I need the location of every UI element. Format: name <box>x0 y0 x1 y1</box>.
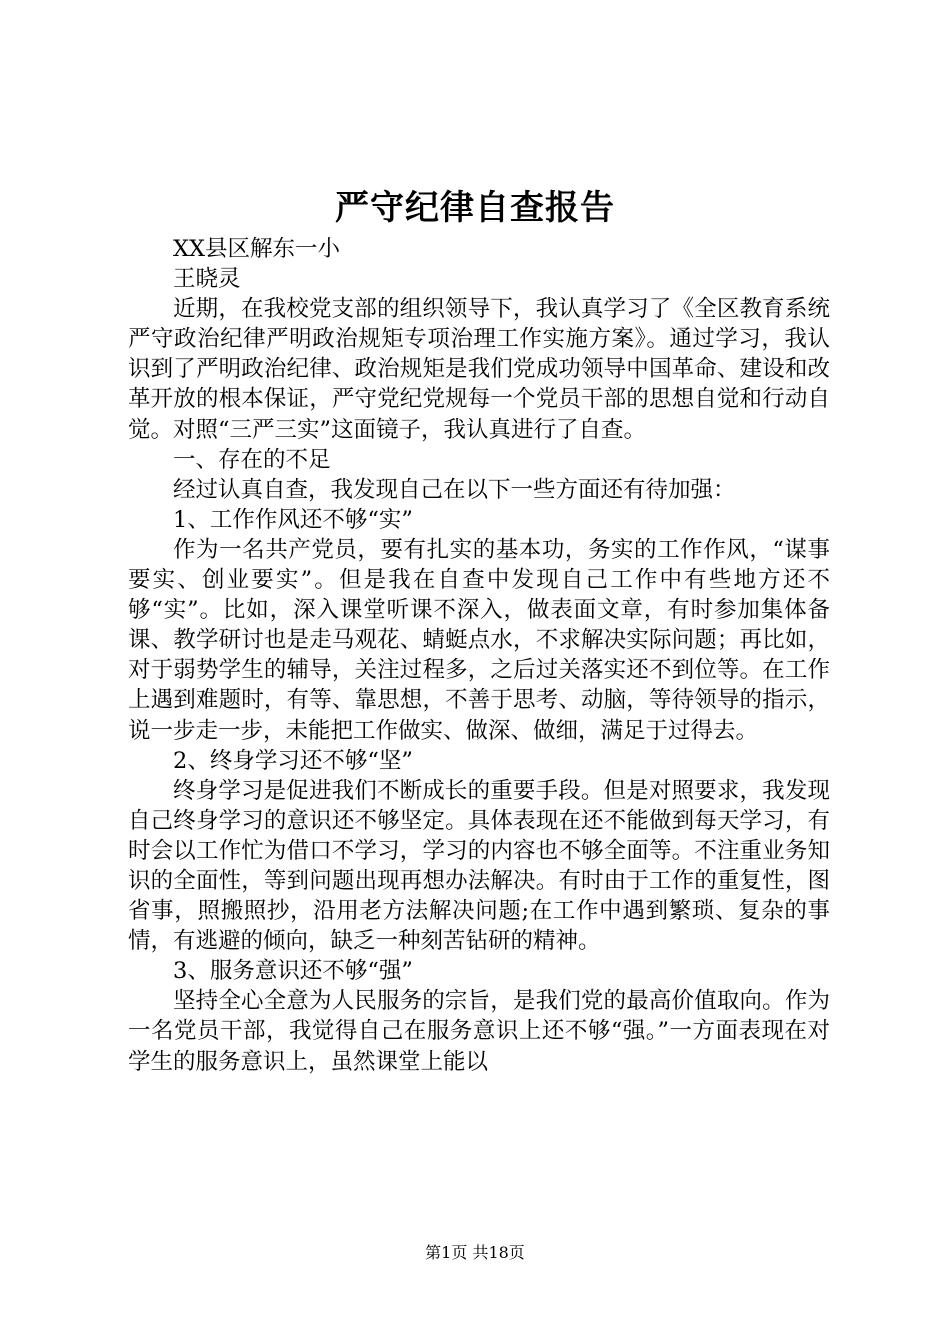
intro-paragraph: 近期，在我校党支部的组织领导下，我认真学习了《全区教育系统严守政治纪律严明政治规矩专项治理工作实施方案》。通过学习，我认识到了严明政治纪律、政治规矩是我们党成功领导中国革命、建设和改革开放的根本保证，严守党纪党规每一个党员干部的思想自觉和行动自觉。对照“三严三实”这面镜子，我认真进行了自查。 <box>128 296 830 443</box>
subsection-heading: 2、终身学习还不够“坚” <box>173 747 413 774</box>
document-body <box>128 234 830 1077</box>
subsection-heading: 1、工作作风还不够“实” <box>173 506 413 533</box>
subsection-heading: 3、服务意识还不够“强” <box>173 958 413 985</box>
paragraph: 终身学习是促进我们不断成长的重要手段。但是对照要求，我发现自己终身学习的意识还不够坚定。具体表现在还不能做到每天学习，有时会以工作忙为借口不学习，学习的内容也不够全面等。不注重业务知识的全面性，等到问题出现再想办法解决。有时由于工作的重复性，图省事，照搬照抄，沿用老方法解决问题;在工作中遇到繁琐、复杂的事情，有逃避的倾向，缺乏一种刻苦钻研的精神。 <box>128 777 830 955</box>
school-line: XX县区解东一小 <box>173 236 341 262</box>
paragraph: 经过认真自查，我发现自己在以下一些方面还有待加强： <box>173 476 736 503</box>
page-footer: 第1页 共18页 <box>425 1243 525 1262</box>
page-title: 严守纪律自查报告 <box>335 188 615 228</box>
author-line: 王晓灵 <box>173 266 241 293</box>
paragraph: 坚持全心全意为人民服务的宗旨，是我们党的最高价值取向。作为一名党员干部，我觉得自己在服务意识上还不够“强。”一方面表现在对学生的服务意识上，虽然课堂上能以 <box>128 988 830 1075</box>
section-heading: 一、存在的不足 <box>173 446 331 473</box>
paragraph: 作为一名共产党员，要有扎实的基本功，务实的工作作风，“谋事要实、创业要实”。但是我在自查中发现自己工作中有些地方还不够“实”。比如，深入课堂听课不深入，做表面文章，有时参加集体备课、教学研讨也是走马观花、蜻蜓点水，不求解决实际问题；再比如，对于弱势学生的辅导，关注过程多，之后过关落实还不到位等。在工作上遇到难题时，有等、靠思想，不善于思考、动脑，等待领导的指示，说一步走一步，未能把工作做实、做深、做细，满足于过得去。 <box>128 536 830 744</box>
